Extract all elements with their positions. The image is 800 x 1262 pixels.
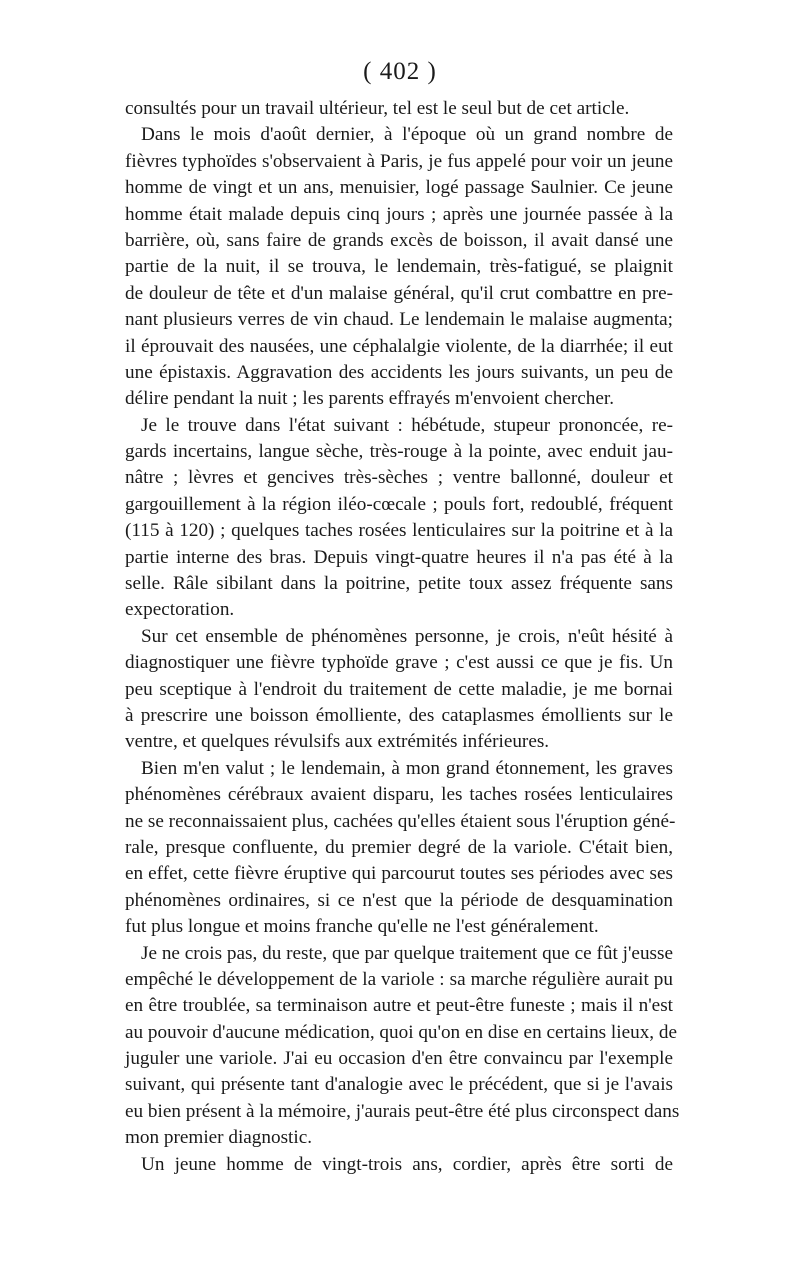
text-line: peu sceptique à l'endroit du traitement de cette maladie, je me bornai xyxy=(125,678,673,700)
text-line: homme de vingt et un ans, menuisier, logé passage Saulnier. Ce jeune xyxy=(125,177,673,199)
text-line: phénomènes cérébraux avaient disparu, les taches rosées lenticulaires xyxy=(125,784,673,806)
text-line: partie de la nuit, il se trouva, le lendemain, très-fatigué, se plaignit xyxy=(125,256,673,278)
text-line: barrière, où, sans faire de grands excès de boisson, il avait dansé une xyxy=(125,229,673,251)
text-line: une épistaxis. Aggravation des accidents les jours suivants, un peu de xyxy=(125,361,673,383)
text-line: de douleur de tête et d'un malaise général, qu'il crut combattre en pre- xyxy=(125,282,673,304)
text-line: ventre, et quelques révulsifs aux extrémités inférieures. xyxy=(125,731,550,753)
text-line: en être troublée, sa terminaison autre et peut-être funeste ; mais il n'est xyxy=(125,995,673,1017)
text-line: homme était malade depuis cinq jours ; après une journée passée à la xyxy=(125,203,673,225)
text-line: Bien m'en valut ; le lendemain, à mon grand étonnement, les graves xyxy=(141,757,673,779)
text-line: expectoration. xyxy=(125,599,235,621)
text-line: juguler une variole. J'ai eu occasion d'en être convaincu par l'exemple xyxy=(125,1048,673,1070)
text-line: ne se reconnaissaient plus, cachées qu'elles étaient sous l'éruption géné- xyxy=(125,810,676,832)
text-line: diagnostiquer une fièvre typhoïde grave ; c'est aussi ce que je fis. Un xyxy=(125,652,673,674)
text-line: gards incertains, langue sèche, très-rouge à la pointe, avec enduit jau- xyxy=(125,441,673,463)
paragraph xyxy=(125,624,673,756)
paragraph xyxy=(125,96,673,122)
text-line: Dans le mois d'août dernier, à l'époque où un grand nombre de xyxy=(141,124,673,146)
text-line: nâtre ; lèvres et gencives très-sèches ; ventre ballonné, douleur et xyxy=(125,467,673,489)
text-line: Je ne crois pas, du reste, que par quelque traitement que ce fût j'eusse xyxy=(141,942,673,964)
text-line: Je le trouve dans l'état suivant : hébétude, stupeur prononcée, re- xyxy=(141,414,673,436)
text-line: Sur cet ensemble de phénomènes personne, je crois, n'eût hésité à xyxy=(141,625,673,647)
text-line: fut plus longue et moins franche qu'elle ne l'est généralement. xyxy=(125,916,599,938)
text-line: gargouillement à la région iléo-cœcale ; pouls fort, redoublé, fréquent xyxy=(125,493,673,515)
text-line: suivant, qui présente tant d'analogie avec le précédent, que si je l'avais xyxy=(125,1074,673,1096)
text-line: empêché le développement de la variole : sa marche régulière aurait pu xyxy=(125,968,673,990)
text-line: consultés pour un travail ultérieur, tel est le seul but de cet article. xyxy=(125,98,630,119)
text-line: Un jeune homme de vingt-trois ans, cordier, après être sorti de xyxy=(141,1153,673,1175)
paragraph xyxy=(125,413,673,624)
text-line: rale, presque confluente, du premier degré de la variole. C'était bien, xyxy=(125,836,673,858)
text-line: en effet, cette fièvre éruptive qui parcourut toutes ses périodes avec ses xyxy=(125,863,673,885)
text-line: eu bien présent à la mémoire, j'aurais peut-être été plus circonspect dans xyxy=(125,1100,680,1122)
text-line: phénomènes ordinaires, si ce n'est que la période de desquamination xyxy=(125,889,673,911)
text-line: délire pendant la nuit ; les parents effrayés m'envoient chercher. xyxy=(125,388,614,410)
text-line: (115 à 120) ; quelques taches rosées lenticulaires sur la poitrine et à la xyxy=(125,520,673,542)
paragraph xyxy=(125,756,676,941)
text-line: nant plusieurs verres de vin chaud. Le lendemain le malaise augmenta; xyxy=(125,309,673,331)
text-line: fièvres typhoïdes s'observaient à Paris, je fus appelé pour voir un jeune xyxy=(125,150,673,172)
text-line: partie interne des bras. Depuis vingt-quatre heures il n'a pas été à la xyxy=(125,546,673,568)
paragraph xyxy=(125,941,680,1152)
paragraph xyxy=(125,1152,673,1178)
page-number: ( 402 ) xyxy=(363,58,437,85)
text-line: selle. Râle sibilant dans la poitrine, petite toux assez fréquente sans xyxy=(125,573,673,595)
text-line: il éprouvait des nausées, une céphalalgie violente, de la diarrhée; il eut xyxy=(125,335,673,357)
text-line: à prescrire une boisson émolliente, des cataplasmes émollients sur le xyxy=(125,704,673,726)
paragraph xyxy=(125,122,673,412)
text-line: au pouvoir d'aucune médication, quoi qu'on en dise en certains lieux, de xyxy=(125,1021,677,1043)
body-text xyxy=(125,96,680,1178)
text-line: mon premier diagnostic. xyxy=(125,1127,313,1149)
